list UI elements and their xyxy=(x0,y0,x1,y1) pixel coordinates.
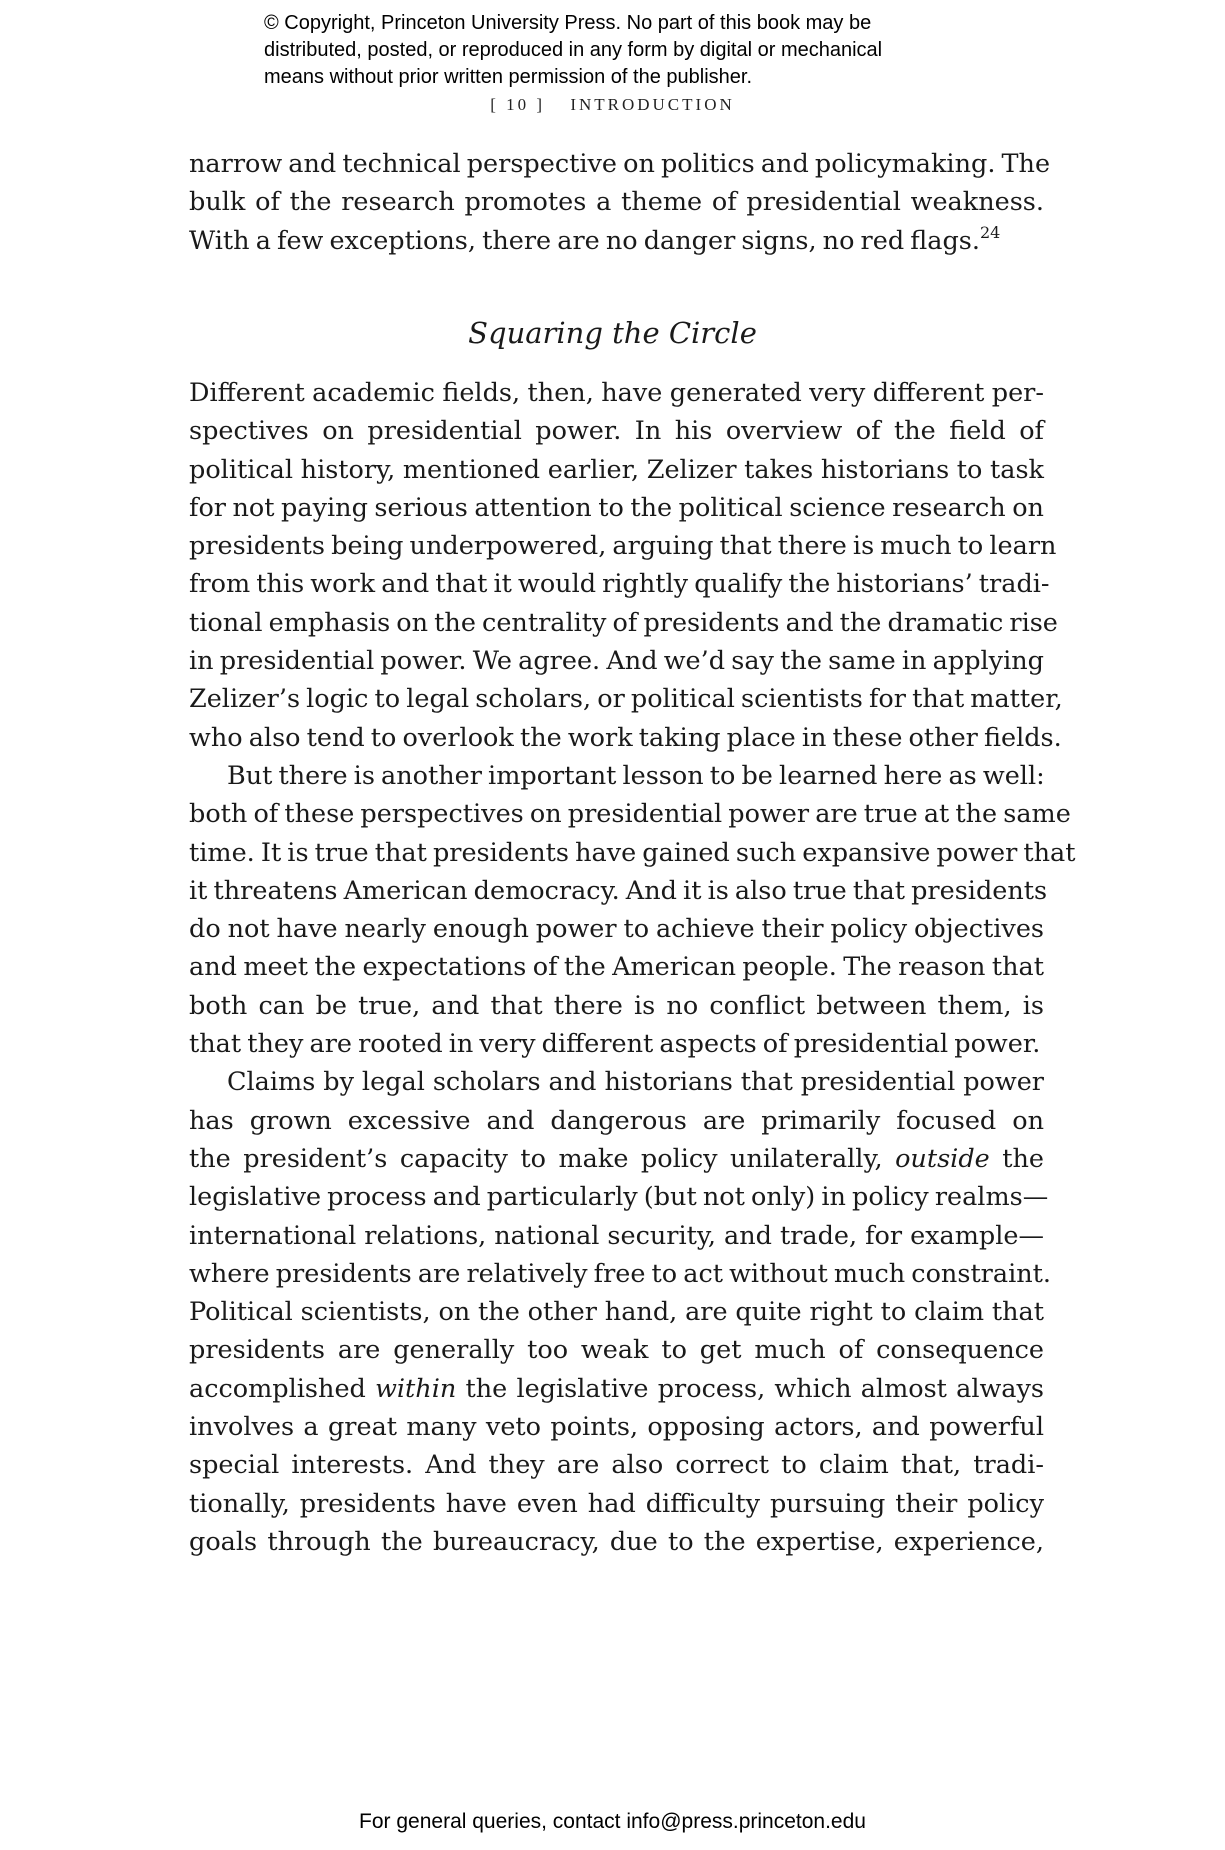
text-line: bulk of the research promotes a theme of presidential weakness. xyxy=(189,187,1044,218)
section-title: INTRODUCTION xyxy=(570,95,735,114)
text-line: tional emphasis on the centrality of presidents and the dramatic rise xyxy=(189,607,1058,638)
text-line: has grown excessive and dangerous are primarily focused on xyxy=(189,1105,1044,1136)
footnote-marker: 24 xyxy=(980,222,1001,242)
body-paragraphs xyxy=(189,374,1076,1561)
text-line xyxy=(189,1370,1044,1408)
text-line: both can be true, and that there is no conflict between them, is xyxy=(189,990,1044,1021)
paragraph xyxy=(189,374,1063,757)
text-run: accomplished xyxy=(189,1373,376,1404)
text-line: time. It is true that presidents have gained such expansive power that xyxy=(189,837,1076,868)
text-line: presidents are generally too weak to get much of consequence xyxy=(189,1335,1044,1366)
text-line: spectives on presidential power. In his overview of the field of xyxy=(189,416,1044,447)
emphasis: within xyxy=(375,1373,457,1404)
text-line xyxy=(189,222,1044,260)
text-line: political history, mentioned earlier, Zelizer takes historians to task xyxy=(189,454,1044,485)
emphasis: outside xyxy=(895,1143,990,1174)
text-line: legislative process and particularly (but not only) in policy realms— xyxy=(189,1182,1049,1213)
text-line: who also tend to overlook the work taking place in these other fields. xyxy=(189,722,1062,753)
text-line: tionally, presidents have even had difficulty pursuing their policy xyxy=(189,1488,1044,1519)
text-line: where presidents are relatively free to act without much constraint. xyxy=(189,1258,1052,1289)
running-head xyxy=(0,95,1225,115)
text-line: that they are rooted in very different aspects of presidential power. xyxy=(189,1029,1041,1060)
text-run: the legislative process, which almost always xyxy=(456,1373,1045,1404)
paragraph xyxy=(189,757,1076,1063)
paragraph xyxy=(189,1063,1052,1561)
text-line: But there is another important lesson to be learned here as well: xyxy=(227,760,1045,791)
text-line: do not have nearly enough power to achieve their policy objectives xyxy=(189,914,1044,945)
text-line: from this work and that it would rightly qualify the historians’ tradi- xyxy=(189,569,1050,600)
text-line xyxy=(189,1140,1044,1178)
page-number: [ 10 ] xyxy=(490,95,546,114)
text-line: it threatens American democracy. And it is also true that presidents xyxy=(189,875,1048,906)
text-line: international relations, national security, and trade, for example— xyxy=(189,1220,1044,1251)
text-line: both of these perspectives on presidential power are true at the same xyxy=(189,799,1071,830)
intro-paragraph xyxy=(189,145,1051,260)
section-heading: Squaring the Circle xyxy=(468,316,757,350)
footer-contact: For general queries, contact info@press.princeton.edu xyxy=(359,1810,866,1833)
text-line-content: With a few exceptions, there are no danger signs, no red flags. xyxy=(189,225,980,256)
text-line: presidents being underpowered, arguing that there is much to learn xyxy=(189,531,1057,562)
text-line: involves a great many veto points, opposing actors, and powerful xyxy=(189,1412,1044,1443)
text-run: the president’s capacity to make policy unilaterally, xyxy=(189,1143,896,1174)
copyright-notice xyxy=(264,10,984,91)
text-line: Different academic fields, then, have generated very different per- xyxy=(189,378,1044,408)
text-line: goals through the bureaucracy, due to the expertise, experience, xyxy=(189,1526,1044,1557)
text-line: and meet the expectations of the American people. The reason that xyxy=(189,952,1044,983)
copyright-line: means without prior written permission of the publisher. xyxy=(264,66,753,88)
text-line: Claims by legal scholars and historians that presidential power xyxy=(227,1067,1044,1098)
text-run: the xyxy=(989,1143,1044,1174)
copyright-line: distributed, posted, or reproduced in any form by digital or mechanical xyxy=(264,39,883,61)
copyright-line: © Copyright, Princeton University Press. No part of this book may be xyxy=(264,12,872,34)
text-line: special interests. And they are also correct to claim that, tradi- xyxy=(189,1450,1044,1481)
text-line: Zelizer’s logic to legal scholars, or political scientists for that matter, xyxy=(189,684,1063,715)
text-line: Political scientists, on the other hand, are quite right to claim that xyxy=(189,1297,1044,1328)
text-line: for not paying serious attention to the political science research on xyxy=(189,492,1044,523)
text-line: narrow and technical perspective on politics and policymaking. The xyxy=(189,149,1051,179)
text-line: in presidential power. We agree. And we’d say the same in applying xyxy=(189,646,1044,677)
